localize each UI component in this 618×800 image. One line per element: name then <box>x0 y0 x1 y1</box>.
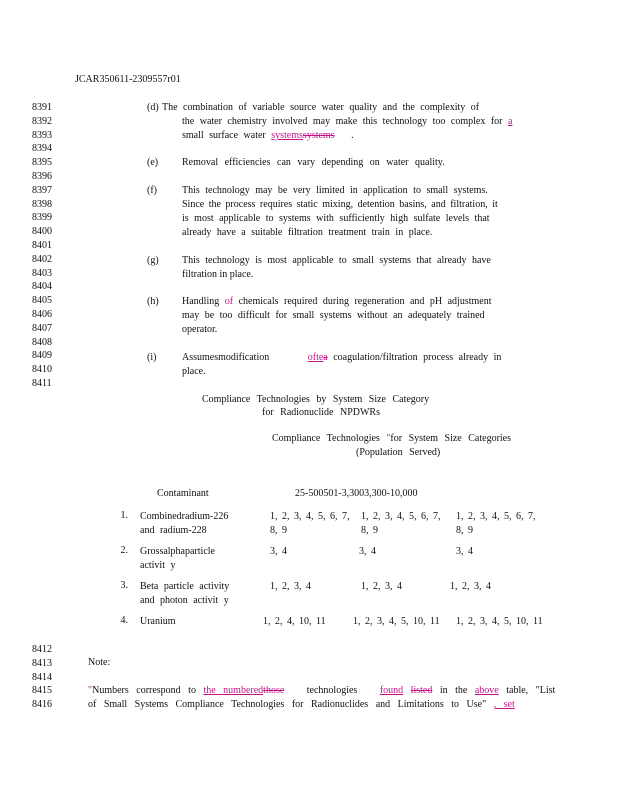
note-line2: of Small Systems Compliance Technologies for Radionuclides and Limitations to Use" , set <box>88 699 515 710</box>
line-number: 8397 <box>32 184 52 196</box>
document-id-header: JCAR350611-2309557r01 <box>75 74 181 85</box>
item-f-line4: already have a suitable filtration treatment train in place. <box>182 227 433 238</box>
item-f-line2: Since the process requires static mixing, detention basins, and filtration, it <box>182 199 498 210</box>
item-d-line1: The combination of variable source water quality and the complexity of <box>162 102 480 113</box>
column-header-sizes: 25-500501-3,3003,300-10,000 <box>295 488 418 499</box>
item-d-label: (d) <box>147 102 159 113</box>
line-number: 8395 <box>32 157 52 169</box>
table-row-number: 3. <box>120 580 128 591</box>
item-e-text: Removal efficiencies can vary depending on water quality. <box>182 157 445 168</box>
table-row-contaminant: Beta particle activity and photon activit y <box>140 581 230 606</box>
table-row-number: 4. <box>120 615 128 626</box>
delete-systems: systems <box>302 130 335 141</box>
item-f-label: (f) <box>147 185 157 196</box>
line-number: 8412 <box>32 644 52 655</box>
item-i-line2: place. <box>182 366 206 377</box>
item-d-line2: the water chemistry involved may make this technology too complex for a <box>182 116 513 127</box>
table-title-line2: for Radionuclide NPDWRs <box>262 407 380 418</box>
note-line1: "Numbers correspond to the numberedthose technologies found listed in the above table, "List <box>88 685 556 696</box>
table-cell-size-1: 1, 2, 4, 10, 11 <box>263 616 326 627</box>
delete-listed: listed <box>410 685 433 696</box>
line-number: 8413 <box>32 657 52 669</box>
table-cell-size-3: 1, 2, 3, 4, 5, 6, 7, 8, 9 <box>456 511 536 536</box>
item-h-label: (h) <box>147 296 159 307</box>
item-i-line1: Assumesmodification oftea coagulation/filtration process already in <box>182 352 502 363</box>
line-number: 8401 <box>32 239 52 251</box>
table-row-contaminant: Combinedradium-226 and radium-228 <box>140 511 229 536</box>
insert-ofte: ofte <box>307 352 324 363</box>
table-title-line1: Compliance Technologies by System Size Category <box>202 394 430 405</box>
table-subtitle-line1: Compliance Technologies "for System Size Categories <box>272 433 512 444</box>
line-number: 8415 <box>32 685 52 697</box>
item-g-line2: filtration in place. <box>182 269 254 280</box>
insert-above: above <box>474 685 499 696</box>
table-cell-size-3: 1, 2, 3, 4 <box>450 581 491 592</box>
table-row-number: 2. <box>120 545 128 556</box>
line-number: 8409 <box>32 350 52 362</box>
line-number: 8399 <box>32 212 52 224</box>
item-g-line1: This technology is most applicable to small systems that already have <box>182 255 491 266</box>
line-number: 8405 <box>32 295 52 307</box>
line-numbers-bottom <box>32 643 72 712</box>
insert-of: of <box>224 296 234 307</box>
table-cell-size-2: 1, 2, 3, 4, 5, 10, 11 <box>353 616 440 627</box>
insert-a: a <box>507 116 513 127</box>
delete-a: a <box>323 352 328 363</box>
item-f-line1: This technology may be very limited in application to small systems. <box>182 185 488 196</box>
table-cell-size-3: 1, 2, 3, 4, 5, 10, 11 <box>456 616 543 627</box>
line-number: 8391 <box>32 102 52 113</box>
line-numbers-top <box>32 101 72 391</box>
delete-those: those <box>263 685 285 696</box>
table-cell-size-2: 1, 2, 3, 4 <box>361 581 402 592</box>
line-number: 8414 <box>32 671 52 683</box>
item-f-line3: is most applicable to systems with sufficiently high sulfate levels that <box>182 213 490 224</box>
table-cell-size-1: 1, 2, 3, 4, 5, 6, 7, 8, 9 <box>270 511 350 536</box>
item-d-line3: small surface water systemssystems . <box>182 130 354 141</box>
table-subtitle-line2: (Population Served) <box>356 447 441 458</box>
insert-systems: systems <box>271 130 303 141</box>
note-label: Note: <box>88 657 111 668</box>
line-number: 8396 <box>32 170 52 182</box>
line-number: 8400 <box>32 226 52 238</box>
table-cell-size-3: 3, 4 <box>456 546 473 557</box>
table-row-contaminant: Uranium <box>140 616 176 627</box>
table-cell-size-1: 1, 2, 3, 4 <box>270 581 311 592</box>
item-g-label: (g) <box>147 255 159 266</box>
line-number: 8408 <box>32 336 52 348</box>
insert-set: , set <box>493 699 515 710</box>
line-number: 8398 <box>32 198 52 210</box>
insert-found: found <box>379 685 404 696</box>
line-number: 8402 <box>32 253 52 265</box>
line-number: 8392 <box>32 115 52 127</box>
subtitle-mark: " <box>386 433 391 444</box>
line-number: 8406 <box>32 308 52 320</box>
line-number: 8410 <box>32 364 52 376</box>
item-h-line1: Handling of chemicals required during regeneration and pH adjustment <box>182 296 492 307</box>
insert-the-numbered: the numbered <box>203 685 264 696</box>
line-number: 8407 <box>32 322 52 334</box>
line-number: 8411 <box>32 377 52 389</box>
table-cell-size-2: 3, 4 <box>359 546 376 557</box>
item-h-line2: may be too difficult for small systems without an adequately trained <box>182 310 485 321</box>
table-row-number: 1. <box>120 510 128 521</box>
item-i-label: (i) <box>147 352 157 363</box>
line-number: 8393 <box>32 129 52 141</box>
line-number: 8416 <box>32 699 52 711</box>
line-number: 8394 <box>32 143 52 155</box>
item-e-label: (e) <box>147 157 159 168</box>
column-header-contaminant: Contaminant <box>157 488 209 499</box>
table-cell-size-1: 3, 4 <box>270 546 287 557</box>
table-cell-size-2: 1, 2, 3, 4, 5, 6, 7, 8, 9 <box>361 511 441 536</box>
line-number: 8403 <box>32 267 52 279</box>
line-number: 8404 <box>32 281 52 293</box>
item-h-line3: operator. <box>182 324 218 335</box>
table-row-contaminant: Grossalphaparticle activit y <box>140 546 215 571</box>
